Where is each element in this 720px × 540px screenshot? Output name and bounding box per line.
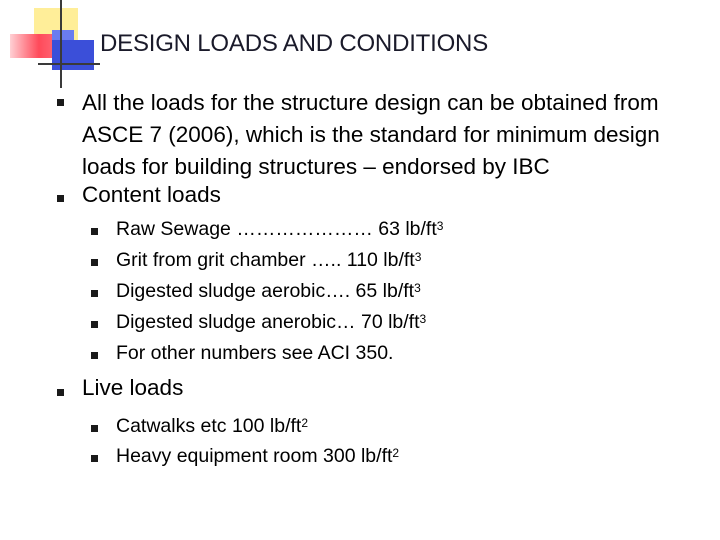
bullet-icon — [91, 425, 98, 432]
bullet-icon — [91, 228, 98, 235]
logo-vertical-line — [60, 0, 62, 88]
bullet-asce: All the loads for the structure design can be obtained from ASCE 7 (2006), which is the standard for minimum design loads for building structures – endorsed by IBC — [82, 90, 660, 179]
bullet-icon — [91, 321, 98, 328]
logo-blue-square — [52, 40, 94, 70]
live-load-item: Catwalks etc 100 $lb/ft^2$ — [116, 415, 309, 437]
logo-horizontal-line — [38, 63, 100, 65]
bullet-icon — [91, 259, 98, 266]
content-load-item: Digested sludge anerobic… 70 $lb/ft^3$ — [116, 311, 427, 333]
content-load-item: Digested sludge aerobic…. 65 $lb/ft^3$ — [116, 280, 421, 302]
slide-title: DESIGN LOADS AND CONDITIONS — [100, 30, 488, 57]
bullet-icon — [91, 455, 98, 462]
corner-logo-graphic — [0, 0, 100, 90]
bullet-icon — [57, 99, 64, 106]
bullet-content-loads: Content loads — [82, 182, 221, 207]
bullet-icon — [57, 195, 64, 202]
logo-red-bar — [10, 34, 58, 58]
bullet-icon — [91, 352, 98, 359]
bullet-icon — [91, 290, 98, 297]
content-load-item: For other numbers see ACI 350. — [116, 342, 394, 364]
live-load-item: Heavy equipment room 300 $lb/ft^2$ — [116, 445, 400, 467]
content-load-item: Grit from grit chamber ….. 110 $lb/ft^3$ — [116, 249, 422, 271]
bullet-live-loads: Live loads — [82, 375, 184, 400]
content-load-item: Raw Sewage ………………… 63 $lb/ft^3$ — [116, 218, 444, 240]
bullet-icon — [57, 389, 64, 396]
